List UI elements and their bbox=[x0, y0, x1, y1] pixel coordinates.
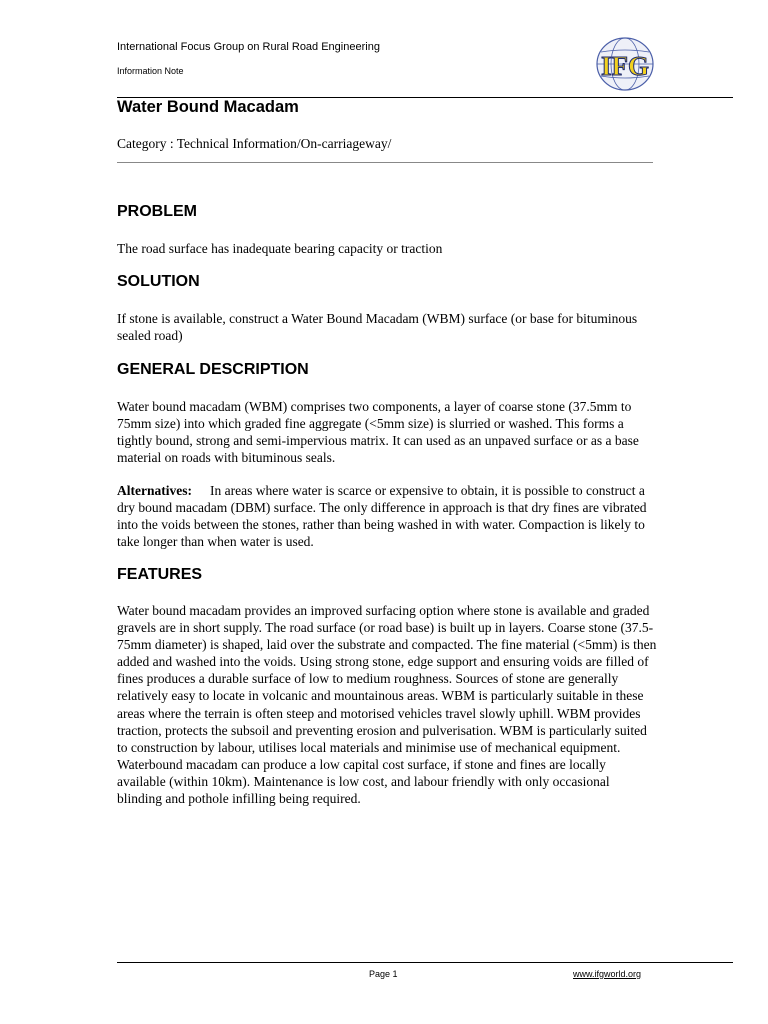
document-title: Water Bound Macadam bbox=[117, 98, 299, 116]
organization-name: International Focus Group on Rural Road Engineering bbox=[117, 41, 380, 53]
solution-heading: SOLUTION bbox=[117, 273, 200, 290]
document-category: Category : Technical Information/On-carriageway/ bbox=[117, 136, 392, 151]
features-text: Water bound macadam provides an improved surfacing option where stone is available and graded gravels are in short supply. The road surface (or road base) is built up in layers. Coarse stone (37.5-75mm diameter) is shaped, laid over the substrate and compacted. The fine material (<5mm) is then added and washed into the voids. Using strong stone, edge support and ensuring voids are filled of fines produces a durable surface of low to medium roughness. Sources of stone are generally relatively easy to locate in volcanic and mountainous areas. WBM is particularly suitable in these areas where the terrain is often steep and motorised vehicles travel slowly uphill. WBM provides traction, protects the subsoil and preventing erosion and pulverisation. WBM is particularly suited to construction by labour, utilises local materials and minimise use of mechanical equipment. Waterbound macadam can produce a low capital cost surface, if stone and fines are locally available (within 10km). Maintenance is low cost, and labour friendly with only occasional blinding and pothole infilling being required. bbox=[117, 603, 657, 807]
problem-heading: PROBLEM bbox=[117, 203, 197, 220]
note-type: Information Note bbox=[117, 66, 184, 76]
general-description-heading: GENERAL DESCRIPTION bbox=[117, 361, 309, 378]
alternatives-label: Alternatives: bbox=[117, 483, 192, 498]
problem-text: The road surface has inadequate bearing capacity or traction bbox=[117, 241, 443, 256]
logo-letters: IFG bbox=[600, 51, 650, 81]
category-rule bbox=[117, 162, 653, 163]
solution-text: If stone is available, construct a Water Bound Macadam (WBM) surface (or base for bituminous sealed road) bbox=[117, 311, 638, 344]
website-link[interactable]: www.ifgworld.org bbox=[573, 969, 642, 979]
general-description-text: Water bound macadam (WBM) comprises two components, a layer of coarse stone (37.5mm to 75mm size) into which graded fine aggregate (<5mm size) is slurried or washed. This forms a tightly bound, strong and semi-impervious matrix. It can used as an unpaved surface or as a base material on roads with bituminous seals. bbox=[117, 399, 639, 466]
page-number: Page 1 bbox=[369, 969, 398, 979]
features-heading: FEATURES bbox=[117, 566, 203, 583]
ifg-logo bbox=[592, 34, 658, 94]
alternatives-text: In areas where water is scarce or expensive to obtain, it is possible to construct a dry bound macadam (DBM) surface. The only difference in approach is that dry fines are vibrated into the voids between the stones, rather than being washed in with water. Compaction is likely to take longer than when water is used. bbox=[117, 483, 647, 550]
footer-rule bbox=[117, 962, 733, 963]
alternatives-paragraph bbox=[117, 482, 657, 550]
